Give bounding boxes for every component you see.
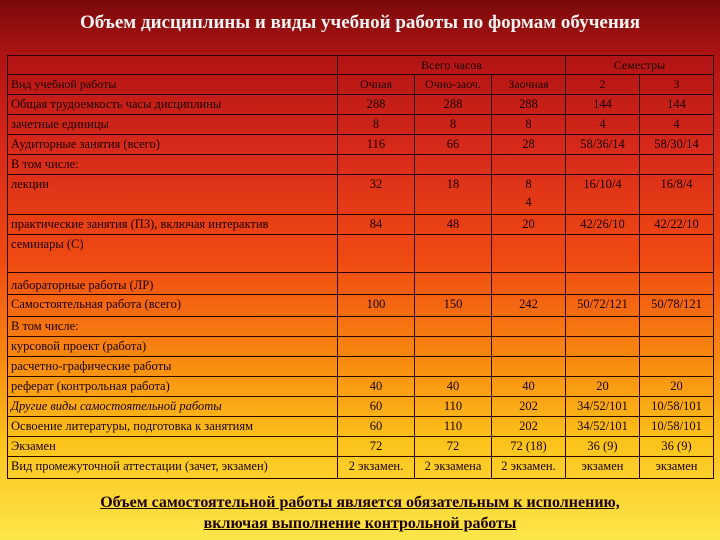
cell: 16/8/4 (640, 175, 714, 215)
cell (338, 317, 415, 337)
header-semesters: Семестры (566, 56, 714, 75)
row-label: В том числе: (8, 155, 338, 175)
cell (640, 155, 714, 175)
cell: 84 (338, 215, 415, 235)
cell: 110 (415, 397, 492, 417)
cell: 60 (338, 417, 415, 437)
header-row-label: Вид учебной работы (8, 75, 338, 95)
cell: 40 (415, 377, 492, 397)
cell: 58/30/14 (640, 135, 714, 155)
cell: 18 (415, 175, 492, 215)
slide-title: Объем дисциплины и виды учебной работы по формам обучения (79, 12, 641, 33)
cell (566, 273, 640, 295)
cell: 20 (640, 377, 714, 397)
header-semester-2: 2 (566, 75, 640, 95)
cell: 40 (492, 377, 566, 397)
cell: 58/36/14 (566, 135, 640, 155)
cell (338, 337, 415, 357)
cell (338, 235, 415, 273)
cell: 4 (640, 115, 714, 135)
header-semester-3: 3 (640, 75, 714, 95)
footer-line-1: Объем самостоятельной работы является обязательным к исполнению, (100, 494, 620, 511)
workload-table (7, 55, 714, 479)
cell: 50/78/121 (640, 295, 714, 317)
cell: экзамен (640, 457, 714, 479)
cell: 48 (415, 215, 492, 235)
cell (492, 235, 566, 273)
cell-value: 8 (525, 177, 532, 191)
cell: 72 (18) (492, 437, 566, 457)
row-label: реферат (контрольная работа) (8, 377, 338, 397)
cell: 4 (566, 115, 640, 135)
header-distance: Заочная (492, 75, 566, 95)
cell: 36 (9) (640, 437, 714, 457)
row-label: В том числе: (8, 317, 338, 337)
row-label: расчетно-графические работы (8, 357, 338, 377)
cell: 72 (415, 437, 492, 457)
footer-line-2: включая выполнение контрольной работы (203, 515, 517, 532)
cell (640, 273, 714, 295)
row-label: Аудиторные занятия (всего) (8, 135, 338, 155)
cell: 110 (415, 417, 492, 437)
row-label: практические занятия (ПЗ), включая интерактив (8, 215, 338, 235)
cell (415, 155, 492, 175)
cell: 2 экзамена (415, 457, 492, 479)
cell: 40 (338, 377, 415, 397)
row-label: семинары (С) (8, 235, 338, 273)
row-label: Экзамен (8, 437, 338, 457)
cell: 10/58/101 (640, 417, 714, 437)
row-label: Другие виды самостоятельной работы (8, 397, 338, 417)
cell (640, 317, 714, 337)
cell (338, 357, 415, 377)
header-part-time: Очно-заоч. (415, 75, 492, 95)
cell: 202 (492, 417, 566, 437)
cell: 16/10/4 (566, 175, 640, 215)
cell: 20 (492, 215, 566, 235)
cell: 144 (566, 95, 640, 115)
cell (415, 337, 492, 357)
footer-note (0, 492, 720, 534)
cell (338, 155, 415, 175)
cell (492, 273, 566, 295)
cell (640, 235, 714, 273)
cell (566, 235, 640, 273)
header-total-hours: Всего часов (338, 56, 566, 75)
cell: 50/72/121 (566, 295, 640, 317)
header-empty (8, 56, 338, 75)
cell (492, 317, 566, 337)
header-full-time: Очная (338, 75, 415, 95)
cell: 202 (492, 397, 566, 417)
cell: экзамен (566, 457, 640, 479)
row-label: Самостоятельная работа (всего) (8, 295, 338, 317)
cell: 8 (415, 115, 492, 135)
cell (566, 357, 640, 377)
cell (338, 273, 415, 295)
cell: 8 (492, 115, 566, 135)
cell (492, 357, 566, 377)
cell: 36 (9) (566, 437, 640, 457)
cell: 10/58/101 (640, 397, 714, 417)
row-label: зачетные единицы (8, 115, 338, 135)
cell (492, 155, 566, 175)
row-label: лабораторные работы (ЛР) (8, 273, 338, 295)
cell: 66 (415, 135, 492, 155)
cell: 34/52/101 (566, 417, 640, 437)
cell-extra: 4 (525, 195, 532, 209)
cell: 242 (492, 295, 566, 317)
cell (415, 273, 492, 295)
cell: 42/22/10 (640, 215, 714, 235)
cell: 8 (338, 115, 415, 135)
cell: 72 (338, 437, 415, 457)
row-label: лекции (8, 175, 338, 215)
cell (566, 317, 640, 337)
cell: 34/52/101 (566, 397, 640, 417)
row-label: Вид промежуточной аттестации (зачет, экзамен) (8, 457, 338, 479)
cell: 288 (415, 95, 492, 115)
cell (492, 337, 566, 357)
cell: 28 (492, 135, 566, 155)
cell: 150 (415, 295, 492, 317)
cell: 32 (338, 175, 415, 215)
cell: 116 (338, 135, 415, 155)
cell (640, 337, 714, 357)
row-label: курсовой проект (работа) (8, 337, 338, 357)
cell (415, 317, 492, 337)
cell: 100 (338, 295, 415, 317)
cell: 42/26/10 (566, 215, 640, 235)
cell (415, 235, 492, 273)
cell: 288 (338, 95, 415, 115)
cell (566, 337, 640, 357)
cell: 60 (338, 397, 415, 417)
row-label: Освоение литературы, подготовка к занятиям (8, 417, 338, 437)
cell (640, 357, 714, 377)
cell (566, 155, 640, 175)
cell: 144 (640, 95, 714, 115)
cell: 20 (566, 377, 640, 397)
cell: 288 (492, 95, 566, 115)
cell: 2 экзамен. (338, 457, 415, 479)
row-label: Общая трудоемкость часы дисциплины (8, 95, 338, 115)
cell (415, 357, 492, 377)
cell: 2 экзамен. (492, 457, 566, 479)
cell (492, 175, 566, 215)
